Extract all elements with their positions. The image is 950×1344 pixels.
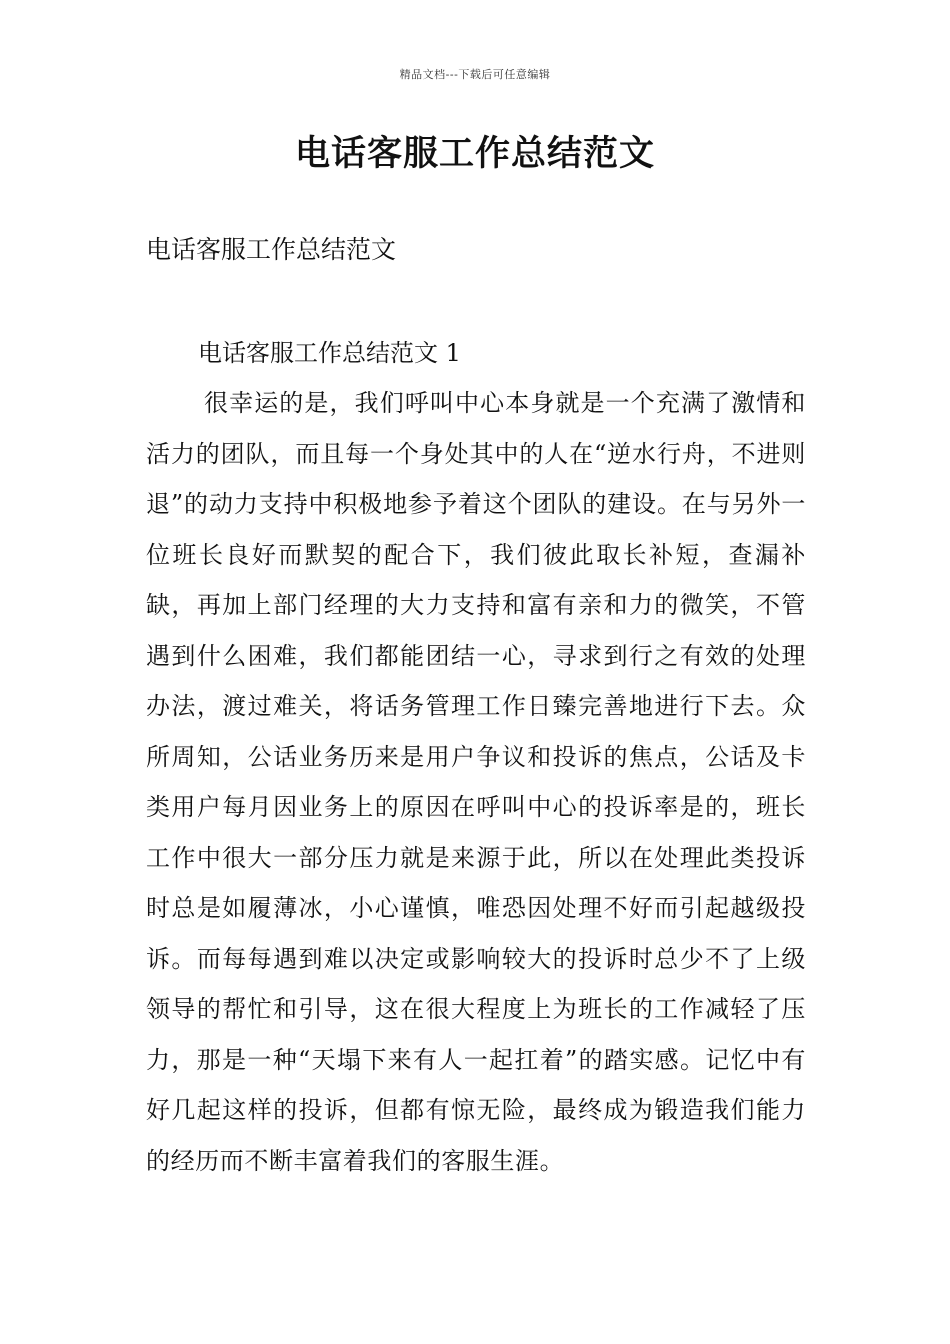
- header-note: 精品文档---下载后可任意编辑: [399, 68, 551, 81]
- section-heading: 电话客服工作总结范文 1: [198, 339, 461, 367]
- body-paragraph: 很幸运的是，我们呼叫中心本身就是一个充满了激情和活力的团队，而且每一个身处其中的人在“逆水行舟，不进则退”的动力支持中积极地参予着这个团队的建设。在与另外一位班长良好而默契的配合下，我们彼此取长补短，查漏补缺，再加上部门经理的大力支持和富有亲和力的微笑，不管遇到什么困难，我们都能团结一心，寻求到行之有效的处理办法，渡过难关，将话务管理工作日臻完善地进行下去。众所周知，公话业务历来是用户争议和投诉的焦点，公话及卡类用户每月因业务上的原因在呼叫中心的投诉率是的，班长工作中很大一部分压力就是来源于此，所以在处理此类投诉时总是如履薄冰，小心谨慎，唯恐因处理不好而引起越级投诉。而每每遇到难以决定或影响较大的投诉时总少不了上级领导的帮忙和引导，这在很大程度上为班长的工作减轻了压力，那是一种“天塌下来有人一起扛着”的踏实感。记忆中有好几起这样的投诉，但都有惊无险，最终成为锻造我们能力的经历而不断丰富着我们的客服生涯。: [146, 389, 806, 1175]
- document-subtitle: 电话客服工作总结范文: [146, 235, 397, 264]
- document-title: 电话客服工作总结范文: [294, 134, 655, 174]
